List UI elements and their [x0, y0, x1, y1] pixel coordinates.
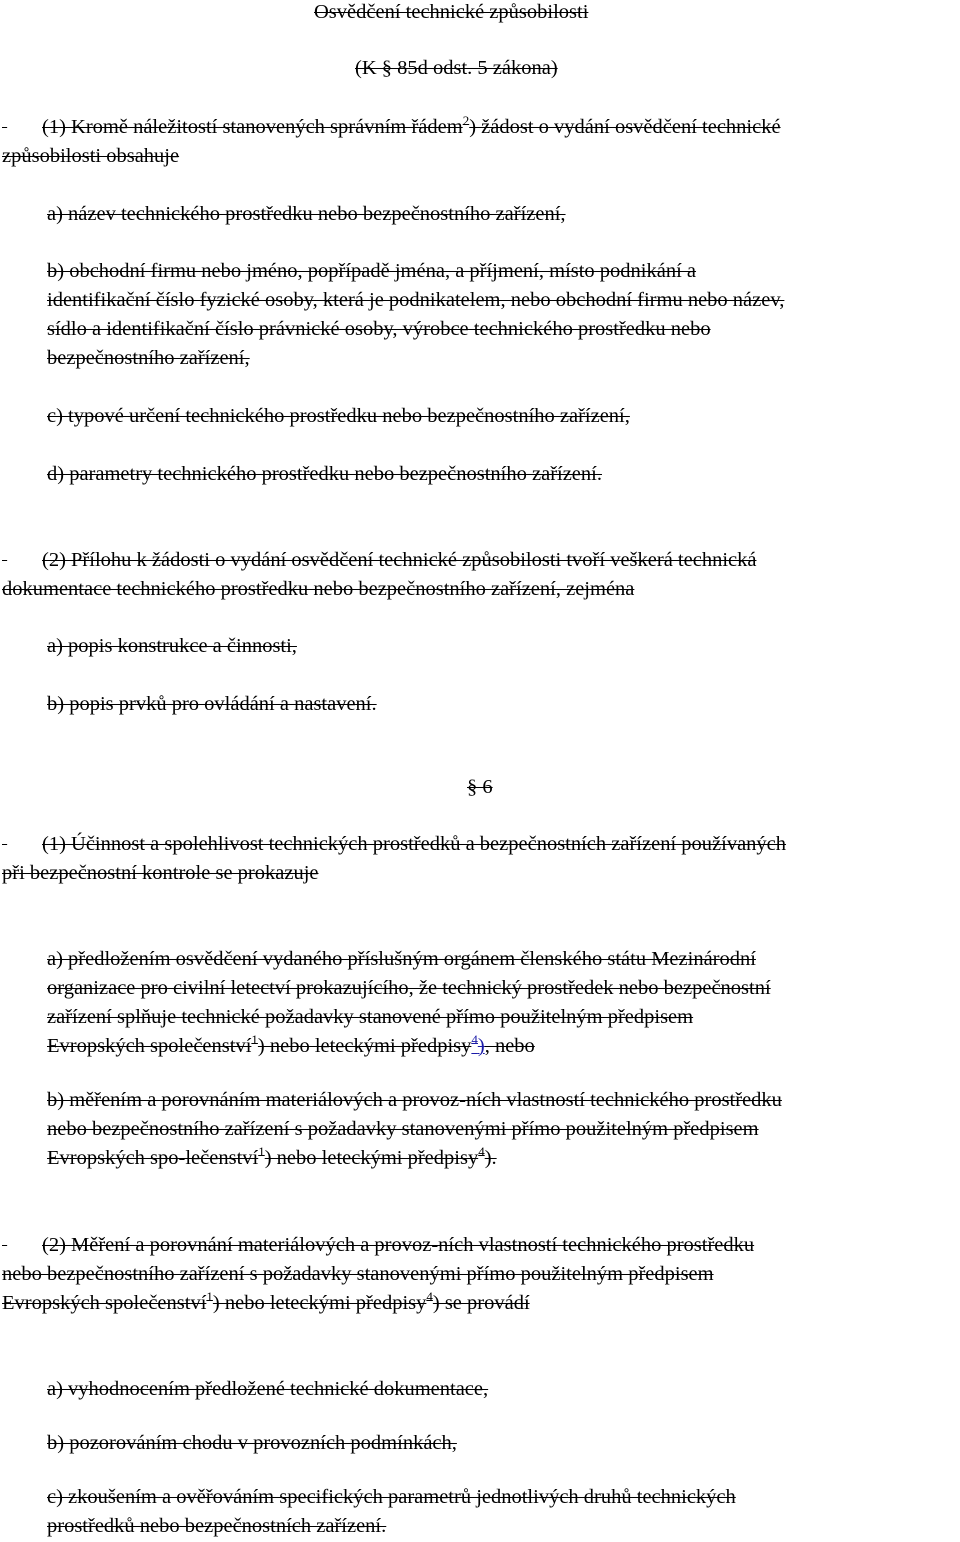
s6-item-a-line-2: organizace pro civilní letectví prokazujícího, že technický prostředek nebo bezpečnostní: [47, 977, 771, 999]
s6-p2-item-a: a) vyhodnocením předložené technické dokumentace,: [47, 1378, 489, 1400]
s6-item-b-line-1: b) měřením a porovnáním materiálových a provoz-ních vlastností technického prostředku: [47, 1089, 782, 1111]
s6-paragraph-1-line-1: [2, 830, 786, 859]
text: Evropských spo-lečenství: [47, 1147, 259, 1169]
s6-p1-text: (1) Účinnost a spolehlivost technických prostředků a bezpečnostních zařízení používaných: [42, 833, 787, 855]
document-title: Osvědčení technické způsobilosti: [314, 1, 589, 23]
paragraph-2-line-1: [2, 546, 756, 575]
s6-item-a-line-1: a) předložením osvědčení vydaného příslušným orgánem členského státu Mezinárodní: [47, 948, 756, 970]
item-d: d) parametry technického prostředku nebo bezpečnostního zařízení.: [47, 463, 602, 485]
s6-p2-item-c-line-1: c) zkoušením a ověřováním specifických parametrů jednotlivých druhů technických: [47, 1486, 736, 1508]
p2-item-a: a) popis konstrukce a činnosti,: [47, 635, 297, 657]
indent-dash: [2, 1231, 42, 1260]
s6-item-b-line-3: [47, 1144, 497, 1173]
item-b-line-2: identifikační číslo fyzické osoby, která je podnikatelem, nebo obchodní firmu nebo název,: [47, 289, 785, 311]
indent-dash: [2, 830, 42, 859]
text: , nebo: [484, 1035, 535, 1057]
p2-text: (2) Přílohu k žádosti o vydání osvědčení technické způsobilosti tvoří veškerá technická: [42, 549, 757, 571]
item-a: a) název technického prostředku nebo bezpečnostního zařízení,: [47, 203, 566, 225]
item-c: c) typové určení technického prostředku nebo bezpečnostního zařízení,: [47, 405, 630, 427]
item-b-line-3: sídlo a identifikační číslo právnické osoby, výrobce technického prostředku nebo: [47, 318, 711, 340]
section-heading: § 6: [467, 776, 493, 798]
text: ) nebo leteckými předpisy: [212, 1292, 427, 1314]
footnote-ref: 2: [462, 113, 470, 129]
s6-item-b-line-2: nebo bezpečnostního zařízení s požadavky stanovenými přímo použitelným předpisem: [47, 1118, 759, 1140]
s6-p2-item-c-line-2: prostředků nebo bezpečnostních zařízení.: [47, 1515, 387, 1537]
text: ) se provádí: [432, 1292, 530, 1314]
footnote-link[interactable]: $^4$): [471, 1032, 485, 1057]
document-subtitle: (K § 85d odst. 5 zákona): [355, 57, 558, 79]
paragraph-1-line-1: [2, 113, 781, 142]
s6-item-a-line-3: zařízení splňuje technické požadavky stanovené přímo použitelným předpisem: [47, 1006, 694, 1028]
p2-item-b: b) popis prvků pro ovládání a nastavení.: [47, 693, 377, 715]
text: ) nebo leteckými předpisy: [257, 1035, 472, 1057]
s6-p2-item-b: b) pozorováním chodu v provozních podmínkách,: [47, 1432, 457, 1454]
text: ).: [484, 1147, 497, 1169]
footnote-ref: 4: [426, 1289, 433, 1305]
indent-dash: [2, 546, 42, 575]
footnote-ref: 1: [258, 1144, 265, 1160]
s6-paragraph-2-line-1: [2, 1231, 754, 1260]
p1-text-b: ) žádost o vydání osvědčení technické: [469, 116, 781, 138]
text: Evropských společenství: [47, 1035, 252, 1057]
p1-text-a: (1) Kromě náležitostí stanovených správním řádem: [42, 116, 463, 138]
s6-item-a-line-4: [47, 1032, 535, 1061]
item-b-line-4: bezpečnostního zařízení,: [47, 347, 250, 369]
item-b-line-1: b) obchodní firmu nebo jméno, popřípadě jména, a příjmení, místo podnikání a: [47, 260, 697, 282]
indent-dash: [2, 113, 42, 142]
s6-paragraph-2-line-3: [2, 1289, 530, 1318]
s6-p2-text: (2) Měření a porovnání materiálových a provoz-ních vlastností technického prostředku: [42, 1234, 755, 1256]
text: ) nebo leteckými předpisy: [264, 1147, 479, 1169]
footnote-ref: 1: [206, 1289, 213, 1305]
footnote-ref: 4: [478, 1144, 485, 1160]
footnote-ref: 1: [251, 1032, 258, 1048]
text: Evropských společenství: [2, 1292, 207, 1314]
paragraph-1-line-2: způsobilosti obsahuje: [2, 145, 180, 167]
s6-paragraph-2-line-2: nebo bezpečnostního zařízení s požadavky stanovenými přímo použitelným předpisem: [2, 1263, 714, 1285]
s6-paragraph-1-line-2: při bezpečnostní kontrole se prokazuje: [2, 862, 319, 884]
paragraph-2-line-2: dokumentace technického prostředku nebo bezpečnostního zařízení, zejména: [2, 578, 635, 600]
